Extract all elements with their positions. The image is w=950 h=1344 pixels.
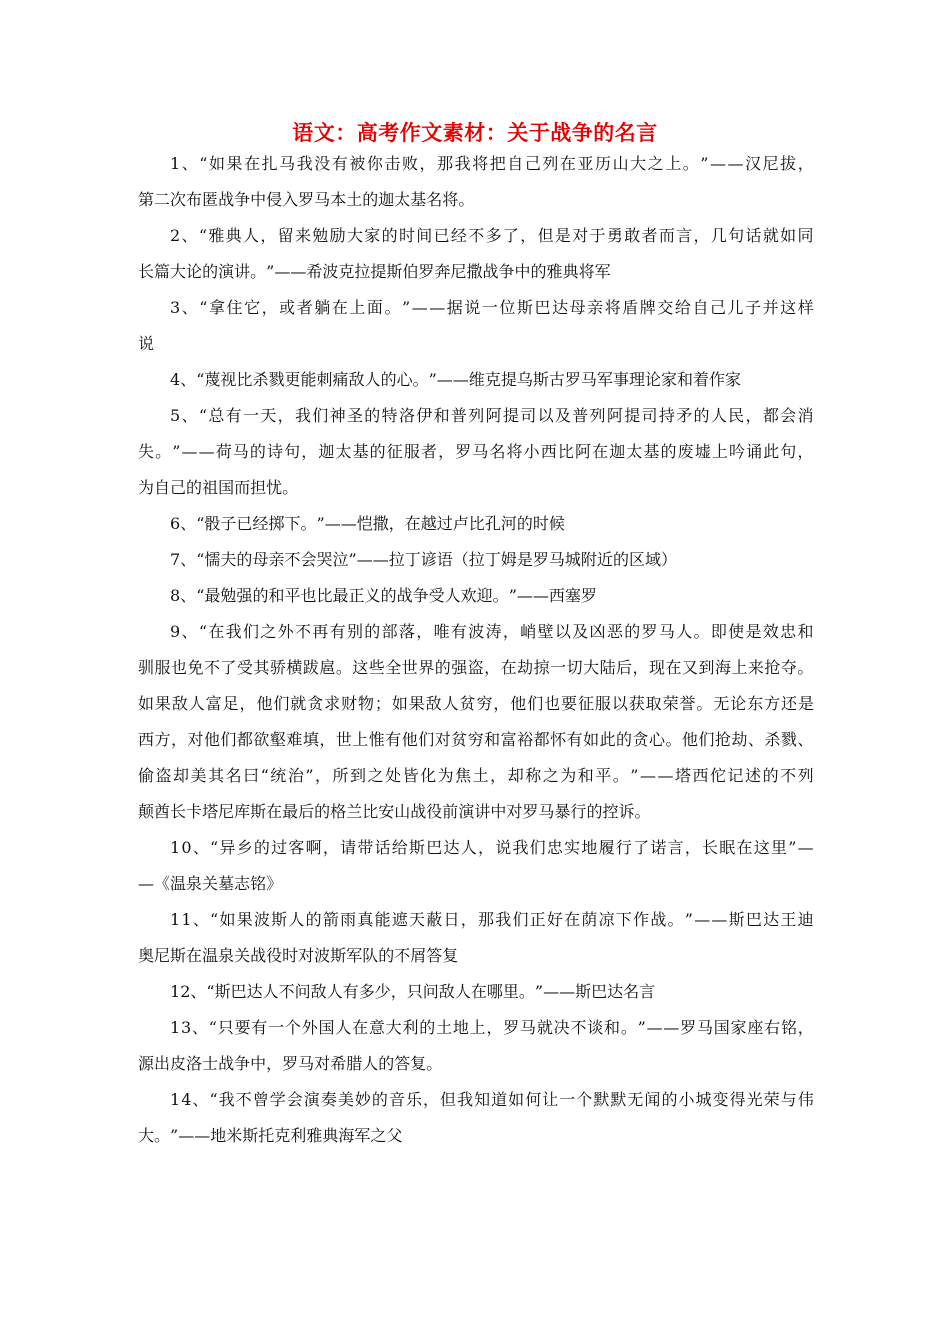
text-line: 如 果 敌 人 富 足 ， 他 们 就 贪 求 财 物 ； 如 果 敌 人 贫 穷 ， 他 们 也 要 征 服 以 获 取 荣 誉 。 无 论 东 方 还 是 [138, 694, 814, 713]
text-line: 3 、 “ 拿 住 它 ， 或 者 躺 在 上 面 。 ” — — 据 说 一 位 斯 巴 达 母 亲 将 盾 牌 交 给 自 己 儿 子 并 这 样 [170, 298, 814, 317]
text-line: 西 方 ， 对 他 们 都 欲 壑 难 填 ， 世 上 惟 有 他 们 对 贫 穷 和 富 裕 都 怀 有 如 此 的 贪 心 。 他 们 抢 劫 、 杀 戮 、 [138, 730, 814, 749]
text-line: 1 1 、 “ 如 果 波 斯 人 的 箭 雨 真 能 遮 天 蔽 日 ， 那 我 们 正 好 在 荫 凉 下 作 战 。 ” — — 斯 巴 达 王 迪 [170, 910, 814, 929]
text-line: 6 、 “ 骰 子 已 经 掷 下 。 ” — — 恺 撒 ， 在 越 过 卢 比 孔 河 的 时 候 [170, 514, 565, 533]
text-line: 9 、 “ 在 我 们 之 外 不 再 有 别 的 部 落 ， 唯 有 波 涛 ， 峭 壁 以 及 凶 恶 的 罗 马 人 。 即 使 是 效 忠 和 [170, 622, 814, 641]
text-line: 1 2 、 “ 斯 巴 达 人 不 问 敌 人 有 多 少 ， 只 问 敌 人 在 哪 里 。 ” — — 斯 巴 达 名 言 [170, 982, 656, 1001]
text-line: 颠 酋 长 卡 塔 尼 库 斯 在 最 后 的 格 兰 比 安 山 战 役 前 演 讲 中 对 罗 马 暴 行 的 控 诉 。 [138, 802, 651, 821]
text-line: 源 出 皮 洛 士 战 争 中 ， 罗 马 对 希 腊 人 的 答 复 。 [138, 1054, 443, 1073]
text-line: 驯 服 也 免 不 了 受 其 骄 横 跋 扈 。 这 些 全 世 界 的 强 盗 ， 在 劫 掠 一 切 大 陆 后 ， 现 在 又 到 海 上 来 抢 夺 。 [138, 658, 814, 677]
text-line: 说 [138, 334, 155, 353]
text-line: 1 4 、 “ 我 不 曾 学 会 演 奏 美 妙 的 音 乐 ， 但 我 知 道 如 何 让 一 个 默 默 无 闻 的 小 城 变 得 光 荣 与 伟 [170, 1090, 814, 1109]
text-line: 1 0 、 “ 异 乡 的 过 客 啊 ， 请 带 话 给 斯 巴 达 人 ， 说 我 们 忠 实 地 履 行 了 诺 言 ， 长 眠 在 这 里 ” — [170, 838, 814, 857]
text-line: 1 3 、 “ 只 要 有 一 个 外 国 人 在 意 大 利 的 土 地 上 ， 罗 马 就 决 不 谈 和 。 ” — — 罗 马 国 家 座 右 铭 ， [170, 1018, 814, 1037]
text-line: 4 、 “ 蔑 视 比 杀 戮 更 能 刺 痛 敌 人 的 心 。 ” — — 维 克 提 乌 斯 古 罗 马 军 事 理 论 家 和 着 作 家 [170, 370, 742, 389]
text-line: 2 、 “ 雅 典 人 ， 留 来 勉 励 大 家 的 时 间 已 经 不 多 了 ， 但 是 对 于 勇 敢 者 而 言 ， 几 句 话 就 如 同 [170, 226, 814, 245]
text-line: 奥 尼 斯 在 温 泉 关 战 役 时 对 波 斯 军 队 的 不 屑 答 复 [138, 946, 459, 965]
text-line: 第 二 次 布 匿 战 争 中 侵 入 罗 马 本 土 的 迦 太 基 名 将 。 [138, 190, 475, 209]
text-line: 为 自 己 的 祖 国 而 担 忧 。 [138, 478, 299, 497]
text-line: 大 。 ” — — 地 米 斯 托 克 利 雅 典 海 军 之 父 [138, 1126, 403, 1145]
document-title: 语文：高考作文素材：关于战争的名言 [292, 121, 658, 145]
text-line: 5 、 “ 总 有 一 天 ， 我 们 神 圣 的 特 洛 伊 和 普 列 阿 提 司 以 及 普 列 阿 提 司 持 矛 的 人 民 ， 都 会 消 [170, 406, 814, 425]
text-line: 8 、 “ 最 勉 强 的 和 平 也 比 最 正 义 的 战 争 受 人 欢 迎 。 ” — — 西 塞 罗 [170, 586, 597, 605]
text-line: 偷 盗 却 美 其 名 曰 “ 统 治 ” ， 所 到 之 处 皆 化 为 焦 土 ， 却 称 之 为 和 平 。 ” — — 塔 西 佗 记 述 的 不 列 [138, 766, 814, 785]
text-line: 失 。 ” — — 荷 马 的 诗 句 ， 迦 太 基 的 征 服 者 ， 罗 马 名 将 小 西 比 阿 在 迦 太 基 的 废 墟 上 吟 诵 此 句 ， [138, 442, 814, 461]
text-line: 1 、 “ 如 果 在 扎 马 我 没 有 被 你 击 败 ， 那 我 将 把 自 己 列 在 亚 历 山 大 之 上 。 ” — — 汉 尼 拔 ， [170, 154, 814, 173]
text-line: 长 篇 大 论 的 演 讲 。 ” — — 希 波 克 拉 提 斯 伯 罗 奔 尼 撒 战 争 中 的 雅 典 将 军 [138, 262, 611, 281]
quote-list [138, 146, 814, 1154]
text-line: — 《 温 泉 关 墓 志 铭 》 [138, 874, 283, 893]
text-line: 7 、 “ 懦 夫 的 母 亲 不 会 哭 泣 ” — — 拉 丁 谚 语 （ 拉 丁 姆 是 罗 马 城 附 近 的 区 域 ） [170, 550, 677, 569]
